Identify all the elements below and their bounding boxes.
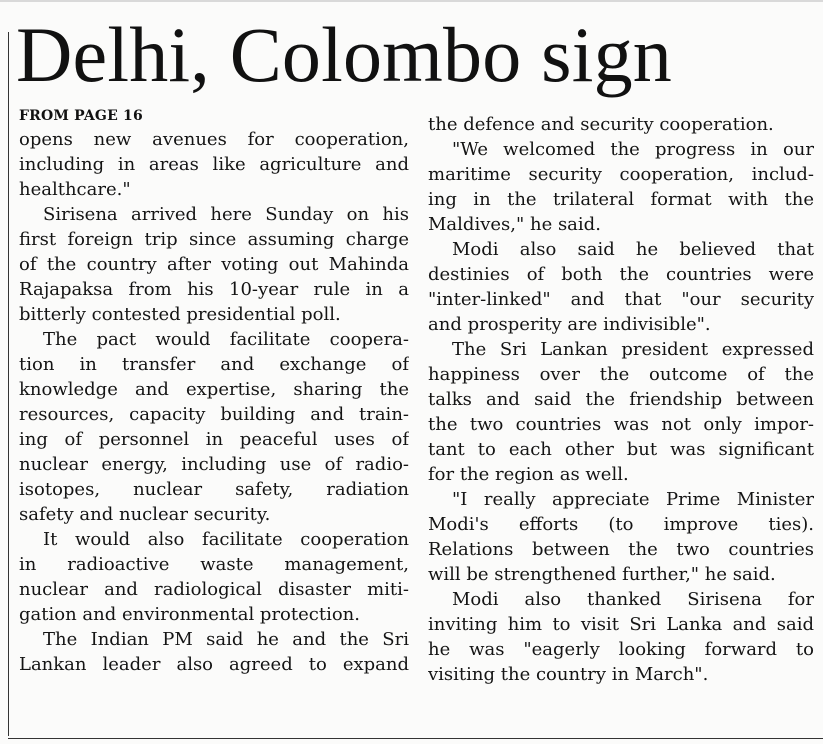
bottom-rule [8, 738, 823, 739]
text-line: happiness over the outcome of the [428, 364, 814, 385]
text-line: The Sri Lankan president expressed [452, 339, 814, 360]
text-line: Lankan leader also agreed to expand [19, 654, 409, 675]
text-line: The pact would facilitate coopera- [43, 329, 409, 350]
text-line: the defence and security cooperation. [428, 114, 774, 135]
text-line: Sirisena arrived here Sunday on his [43, 204, 409, 225]
text-line: "inter-linked" and that "our security [428, 289, 814, 310]
text-line: including in areas like agriculture and [19, 154, 409, 175]
text-line: first foreign trip since assuming charge [19, 229, 409, 250]
text-line: will be strengthened further," he said. [428, 564, 776, 585]
article-column-left [19, 127, 409, 677]
text-line: knowledge and expertise, sharing the [19, 379, 409, 400]
top-edge-shadow [0, 0, 823, 2]
text-line: opens new avenues for cooperation, [19, 129, 409, 150]
text-line: Modi also thanked Sirisena for [452, 589, 814, 610]
text-line: ing of personnel in peaceful uses of [19, 429, 409, 450]
text-line: gation and environmental protection. [19, 604, 360, 625]
text-line: ing in the trilateral format with the [428, 189, 814, 210]
text-line: for the region as well. [428, 464, 629, 485]
text-line: bitterly contested presidential poll. [19, 304, 341, 325]
text-line: It would also facilitate cooperation [43, 529, 409, 550]
column-rule-left [8, 32, 9, 736]
text-line: healthcare." [19, 179, 131, 200]
text-line: Modi's efforts (to improve ties). [428, 514, 814, 535]
text-line: nuclear energy, including use of radio- [19, 454, 409, 475]
text-line: inviting him to visit Sri Lanka and said [428, 614, 814, 635]
headline: Delhi, Colombo sign [16, 11, 672, 98]
text-line: Rajapaksa from his 10-year rule in a [19, 279, 409, 300]
text-line: Relations between the two countries [428, 539, 814, 560]
text-line: destinies of both the countries were [428, 264, 814, 285]
text-line: resources, capacity building and train- [19, 404, 409, 425]
jump-line: FROM PAGE 16 [19, 108, 143, 124]
text-line: and prosperity are indivisible". [428, 314, 711, 335]
text-line: Modi also said he believed that [452, 239, 814, 260]
text-line: nuclear and radiological disaster miti- [19, 579, 409, 600]
text-line: The Indian PM said he and the Sri [43, 629, 409, 650]
text-line: Maldives," he said. [428, 214, 601, 235]
text-line: maritime security cooperation, includ- [428, 164, 814, 185]
text-line: tion in transfer and exchange of [19, 354, 409, 375]
text-line: tant to each other but was significant [428, 439, 814, 460]
text-line: he was "eagerly looking forward to [428, 639, 814, 660]
text-line: the two countries was not only impor- [428, 414, 814, 435]
text-line: "We welcomed the progress in our [452, 139, 814, 160]
text-line: visiting the country in March". [428, 664, 709, 685]
text-line: in radioactive waste management, [19, 554, 409, 575]
text-line: talks and said the friendship between [428, 389, 814, 410]
text-line: of the country after voting out Mahinda [19, 254, 409, 275]
article-column-right [428, 112, 814, 687]
text-line: isotopes, nuclear safety, radiation [19, 479, 409, 500]
text-line: "I really appreciate Prime Minister [452, 489, 814, 510]
text-line: safety and nuclear security. [19, 504, 271, 525]
